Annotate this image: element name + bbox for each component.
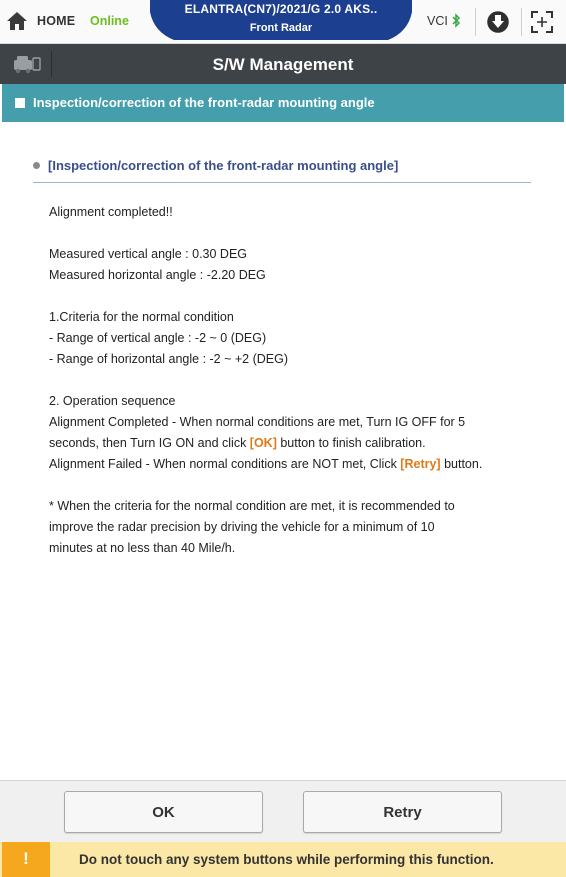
measured-vertical: Measured vertical angle : 0.30 DEG xyxy=(49,247,248,261)
vehicle-info-tab xyxy=(150,0,412,44)
vehicle-subtitle: Front Radar xyxy=(249,22,313,34)
ok-highlight: [OK] xyxy=(249,436,277,450)
bullet-icon xyxy=(33,162,40,169)
sequence-title: 2. Operation sequence xyxy=(49,394,176,408)
section-header xyxy=(2,84,564,122)
text-fragment: button. xyxy=(440,457,483,471)
vci-label: VCI xyxy=(427,13,448,28)
download-icon[interactable] xyxy=(486,10,510,34)
warning-icon xyxy=(2,842,50,877)
online-status: Online xyxy=(90,14,129,28)
sequence-completed-line1: Alignment Completed - When normal conditions are met, Turn IG OFF for 5 xyxy=(49,415,466,429)
section-title: Inspection/correction of the front-radar mounting angle xyxy=(33,95,375,110)
warning-bar xyxy=(0,842,566,877)
measured-horizontal: Measured horizontal angle : -2.20 DEG xyxy=(49,268,266,282)
criteria-horizontal: - Range of horizontal angle : -2 ~ +2 (DEG) xyxy=(49,352,289,366)
toolbar-divider xyxy=(475,8,476,36)
warning-text: Do not touch any system buttons while performing this function. xyxy=(79,852,494,867)
sequence-failed-line xyxy=(49,454,539,475)
note-line1: * When the criteria for the normal condition are met, it is recommended to xyxy=(49,499,455,513)
text-fragment: seconds, then Turn IG ON and click xyxy=(49,436,250,450)
retry-button[interactable]: Retry xyxy=(303,791,502,833)
sequence-completed-line2 xyxy=(49,433,539,454)
top-bar xyxy=(0,0,566,44)
note-line3: minutes at no less than 40 Mile/h. xyxy=(49,541,236,555)
content-panel xyxy=(0,122,566,780)
criteria-title: 1.Criteria for the normal condition xyxy=(49,310,234,324)
subheading-text: [Inspection/correction of the front-radar mounting angle] xyxy=(48,158,399,173)
ok-button[interactable]: OK xyxy=(64,791,263,833)
subheading xyxy=(33,158,398,173)
vehicle-title: ELANTRA(CN7)/2021/G 2.0 AKS.. xyxy=(184,2,378,16)
page-title: S/W Management xyxy=(212,55,354,74)
title-bar xyxy=(0,44,566,84)
button-bar xyxy=(0,780,566,842)
instruction-text xyxy=(49,202,539,559)
home-button[interactable] xyxy=(6,9,75,33)
retry-highlight: [Retry] xyxy=(400,457,441,471)
note-line2: improve the radar precision by driving the vehicle for a minimum of 10 xyxy=(49,520,435,534)
toolbar-divider xyxy=(521,8,522,36)
vci-status[interactable] xyxy=(427,13,461,28)
criteria-vertical: - Range of vertical angle : -2 ~ 0 (DEG) xyxy=(49,331,267,345)
text-fragment: button to finish calibration. xyxy=(276,436,426,450)
home-icon xyxy=(6,11,28,31)
status-message: Alignment completed!! xyxy=(49,205,173,219)
home-label: HOME xyxy=(37,14,76,28)
subheading-underline xyxy=(33,182,531,183)
square-bullet-icon xyxy=(15,98,25,108)
exclamation-mark: ! xyxy=(23,849,29,868)
bluetooth-icon xyxy=(452,13,461,28)
text-fragment: Alignment Failed - When normal conditions are NOT met, Click xyxy=(49,457,401,471)
screen-capture-icon[interactable] xyxy=(530,10,554,34)
